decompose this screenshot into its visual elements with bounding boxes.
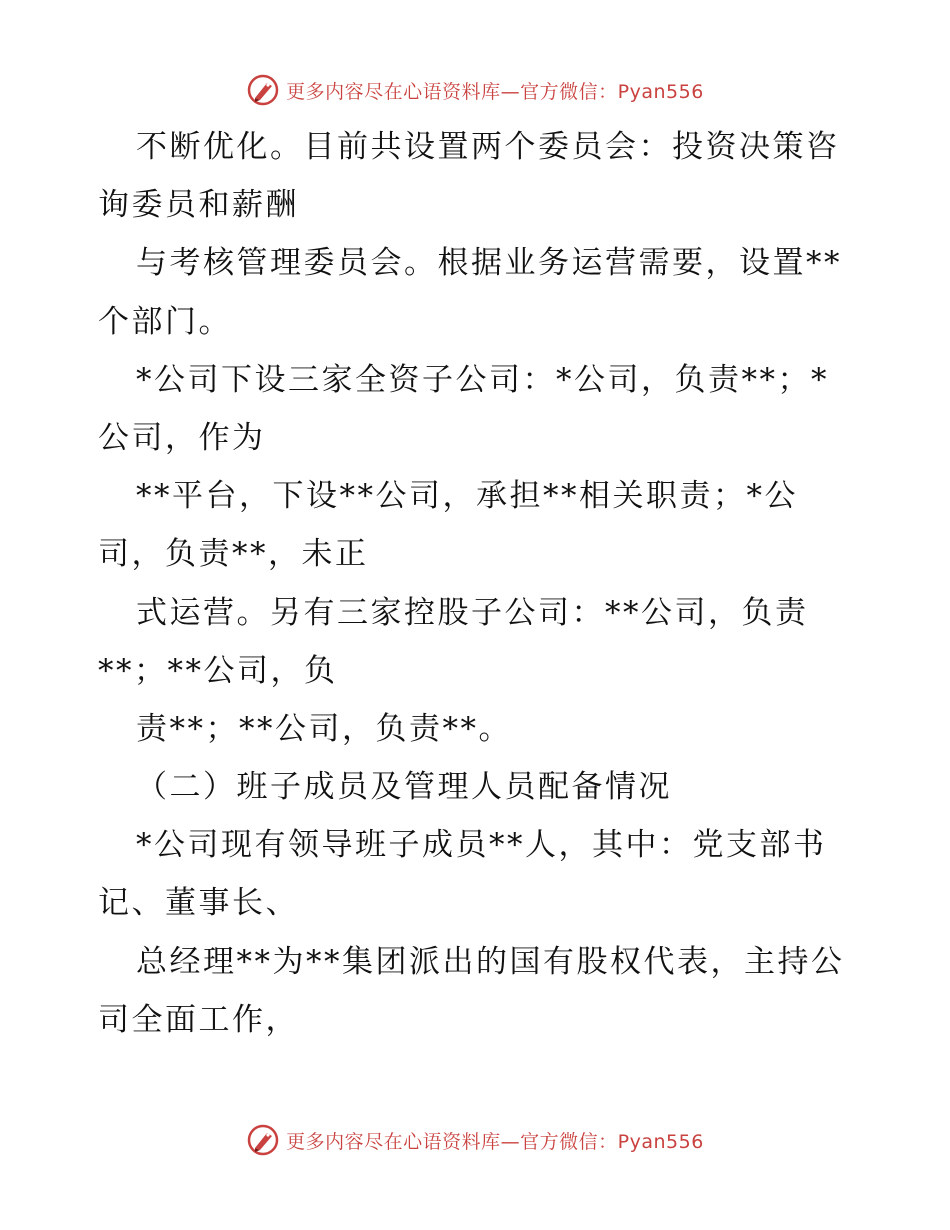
paragraph-line: 公司，作为 xyxy=(98,419,266,456)
paragraph-line: *公司现有领导班子成员**人，其中：党支部书 xyxy=(136,827,827,864)
paragraph-line: **平台，下设**公司，承担**相关职责；*公 xyxy=(136,478,798,515)
paragraph-line: 司全面工作， xyxy=(98,1001,299,1038)
paragraph-line: *公司下设三家全资子公司：*公司，负责**；* xyxy=(136,361,829,398)
watermark-text: 更多内容尽在心语资料库—官方微信：Pyan556 xyxy=(286,1130,704,1153)
paragraph-line: 总经理**为**集团派出的国有股权代表，主持公 xyxy=(136,943,845,980)
paragraph-line: 个部门。 xyxy=(98,303,232,340)
paragraph-line: 与考核管理委员会。根据业务运营需要，设置** xyxy=(136,245,842,282)
paragraph-line: 司，负责**，未正 xyxy=(98,536,369,573)
pen-nib-logo-icon xyxy=(246,1123,280,1157)
paragraph-line: **；**公司，负 xyxy=(98,652,338,689)
footer-watermark-banner xyxy=(0,1120,950,1160)
document-body xyxy=(98,118,858,1049)
paragraph-line: 式运营。另有三家控股子公司：**公司，负责 xyxy=(136,594,809,631)
paragraph-line: 不断优化。目前共设置两个委员会：投资决策咨 xyxy=(136,129,840,165)
paragraph-line: 责**；**公司，负责**。 xyxy=(136,710,512,747)
pen-nib-logo-icon xyxy=(246,73,280,107)
header-watermark-banner xyxy=(0,70,950,110)
paragraph-line: 记、董事长、 xyxy=(98,885,299,922)
paragraph-line: 询委员和薪酬 xyxy=(98,187,299,224)
section-heading: （二）班子成员及管理人员配备情况 xyxy=(136,769,672,806)
watermark-text: 更多内容尽在心语资料库—官方微信：Pyan556 xyxy=(286,80,704,103)
